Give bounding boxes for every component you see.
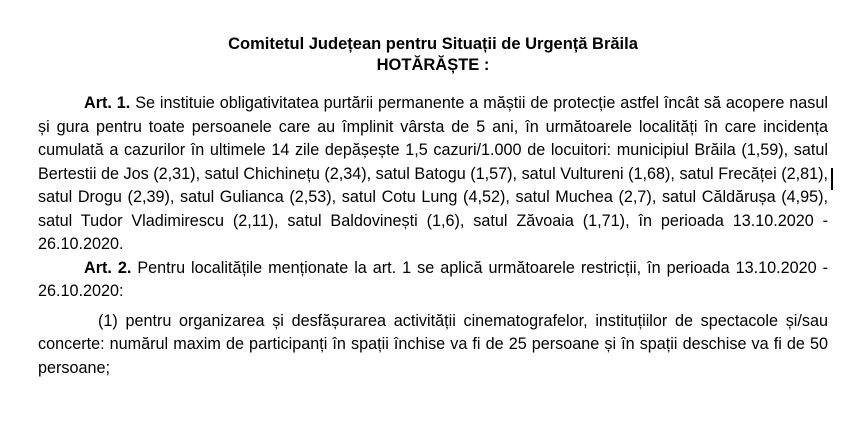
article-1 [38,92,828,257]
article-1-label: Art. 1. [84,94,131,112]
article-2-text: Pentru localitățile menționate la art. 1 se aplică următoarele restricții, în perioada 13.10.2020 - 26.10.2020: [38,258,828,300]
article-2 [38,257,828,304]
article-1-text: Se instituie obligativitatea purtării permanente a măștii de protecție astfel încât să acopere nasul și gura pentru toate persoanele care au împlinit vârsta de 5 ani, în următoarele localități în care incidența cumulată a cazurilor în ultimele 14 zile depășește 1,5 cazuri/1.000 de locuitori: municipiul Brăila (1,59), satul Bertestii de Jos (2,31), satul Chichinețu (2,34), satul Batogu (1,57), satul Vultureni (1,68), satul Frecăței (2,81), satul Drogu (2,39), satul Gulianca (2,53), satul Cotu Lung (4,52), satul Muchea (2,7), satul Căldărușa (4,95), satul Tudor Vladimirescu (2,11), satul Baldovinești (1,6), satul Zăvoaia (1,71), în perioada 13.10.2020 - 26.10.2020. [38,94,828,253]
text-cursor [831,168,833,190]
article-2-label: Art. 2. [84,258,132,277]
document-page [38,34,828,380]
left-crop-edge [0,0,30,447]
committee-title: Comitetul Județean pentru Situații de Urgență Brăila [228,35,638,53]
document-heading [38,34,828,76]
decision-title: HOTĂRĂȘTE : [376,56,490,74]
article-2-item-1: (1) pentru organizarea și desfășurarea activității cinematografelor, instituțiilor de spectacole și/sau concerte: numărul maxim de participanți în spații închise va fi de 25 persoane și în spații deschise va fi de 50 persoane; [38,311,828,377]
